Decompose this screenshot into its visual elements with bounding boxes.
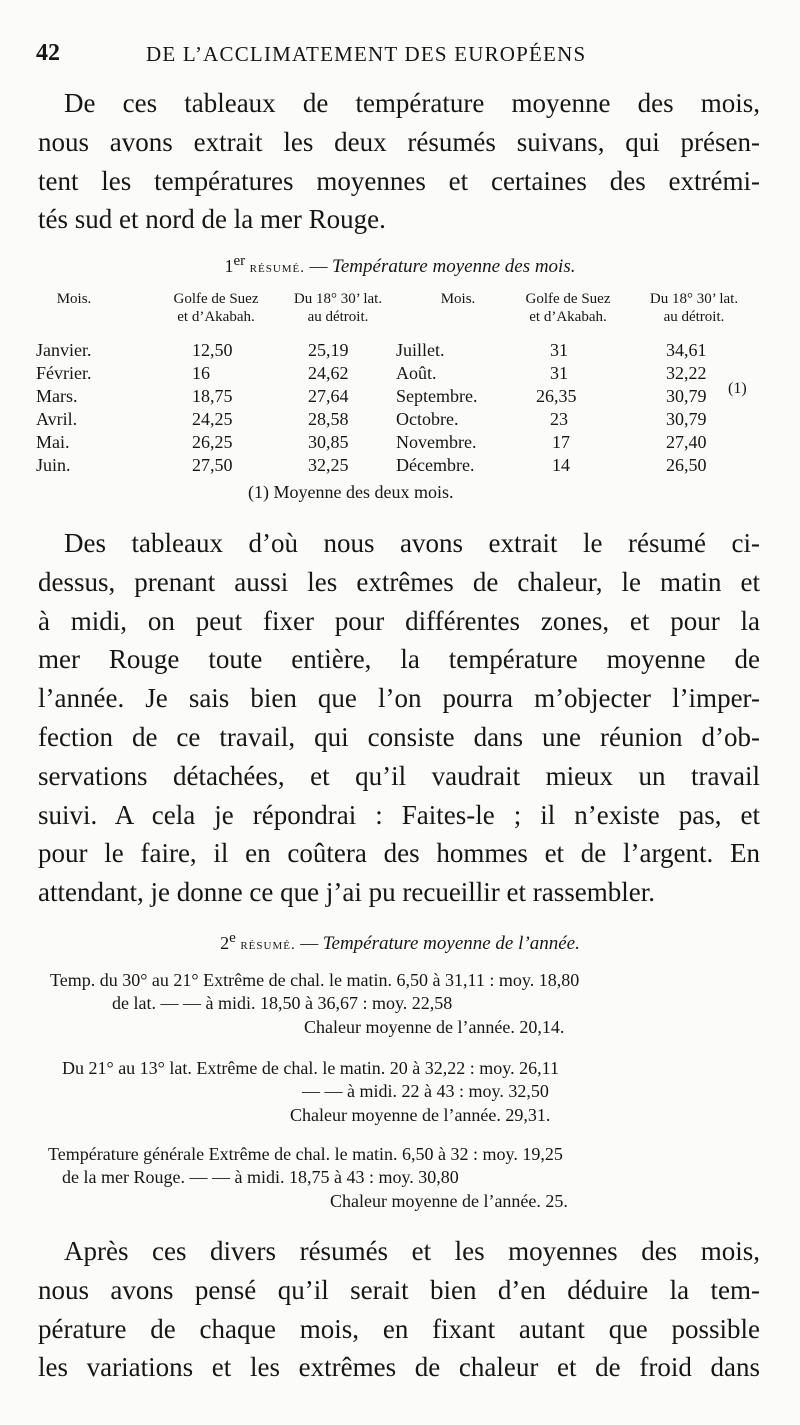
footnote: (1) Moyenne des deux mois. bbox=[248, 482, 454, 502]
table-line: Température générale Extrême de chal. le matin. 6,50 à 32 : moy. 19,25 bbox=[48, 1144, 563, 1164]
page-number: 42 bbox=[36, 40, 60, 66]
text-line: suivi. A cela je répondrai : Faites-le ; il n’existe pas, et bbox=[38, 799, 760, 830]
paragraph-3 bbox=[38, 1232, 760, 1387]
footnote-mark: (1) bbox=[728, 380, 747, 397]
text-line: mer Rouge toute entière, la température moyenne de bbox=[38, 644, 760, 675]
text-line: Après ces divers résumés et les moyennes des mois, bbox=[64, 1236, 760, 1266]
text-line: les variations et les extrêmes de chaleur et de froid dans bbox=[38, 1352, 760, 1383]
table-row: Avril. 24,25 28,58 Octobre. 23 30,79 bbox=[36, 409, 707, 429]
text-line: nous avons pensé qu’il serait bien d’en déduire la tem- bbox=[38, 1274, 760, 1305]
table-line: Du 21° au 13° lat. Extrême de chal. le matin. 20 à 32,22 : moy. 26,11 bbox=[62, 1058, 559, 1078]
table-row: Février. 16 24,62 Août. 31 32,22 bbox=[36, 363, 707, 383]
text-line: Des tableaux d’où nous avons extrait le résumé ci- bbox=[64, 528, 760, 558]
text-line: fection de ce travail, qui consiste dans une réunion d’ob- bbox=[38, 721, 760, 752]
table-row: Mars. 18,75 27,64 Septembre. 26,35 30,79 bbox=[36, 386, 707, 406]
text-line: pérature de chaque mois, en fixant autant que possible bbox=[38, 1313, 760, 1344]
paragraph-2 bbox=[38, 524, 760, 912]
table-line: Chaleur moyenne de l’année. 25. bbox=[330, 1191, 568, 1211]
table-line: Temp. du 30° au 21° Extrême de chal. le matin. 6,50 à 31,11 : moy. 18,80 bbox=[50, 970, 580, 990]
running-title: DE L’ACCLIMATEMENT DES EUROPÉENS bbox=[146, 42, 587, 66]
text-line: De ces tableaux de température moyenne des mois, bbox=[64, 88, 760, 118]
column-header: Mois. bbox=[56, 291, 92, 307]
resume-2-caption: 2e résumé. — Température moyenne de l’année. bbox=[220, 930, 580, 954]
column-header: Golfe de Suez et d’Akabah. bbox=[525, 291, 611, 325]
table-row: Janvier. 12,50 25,19 Juillet. 31 34,61 bbox=[36, 340, 707, 360]
table-line: — — à midi. 22 à 43 : moy. 32,50 bbox=[302, 1081, 549, 1101]
table-row: Mai. 26,25 30,85 Novembre. 17 27,40 bbox=[36, 432, 707, 452]
column-header: Mois. bbox=[440, 291, 476, 307]
column-header: Golfe de Suez et d’Akabah. bbox=[173, 291, 259, 325]
table-line: de lat. — — à midi. 18,50 à 36,67 : moy. 22,58 bbox=[112, 993, 453, 1013]
text-line: tés sud et nord de la mer Rouge. bbox=[38, 204, 386, 235]
table-line: de la mer Rouge. — — à midi. 18,75 à 43 : moy. 30,80 bbox=[62, 1167, 459, 1187]
text-line: pour le faire, il en coûtera des hommes et de l’argent. En bbox=[38, 838, 760, 869]
resume-1-caption: 1er résumé. — Température moyenne des mois. bbox=[224, 253, 576, 277]
text-line: servations détachées, et qu’il vaudrait mieux un travail bbox=[38, 760, 760, 791]
running-head bbox=[36, 40, 770, 70]
text-line: l’année. Je sais bien que l’on pourra m’objecter l’imper- bbox=[38, 683, 760, 714]
table-line: Chaleur moyenne de l’année. 29,31. bbox=[290, 1105, 551, 1125]
column-header: Du 18° 30’ lat. au détroit. bbox=[649, 291, 739, 325]
table-row: Juin. 27,50 32,25 Décembre. 14 26,50 bbox=[36, 455, 707, 475]
text-line: dessus, prenant aussi les extrêmes de chaleur, le matin et bbox=[38, 566, 760, 597]
text-line: tent les températures moyennes et certaines des extrémi- bbox=[38, 165, 760, 196]
text-line: à midi, on peut fixer pour différentes zones, et pour la bbox=[38, 605, 760, 636]
text-line: nous avons extrait les deux résumés suivans, qui présen- bbox=[38, 126, 760, 157]
column-header: Du 18° 30’ lat. au détroit. bbox=[293, 291, 383, 325]
table-line: Chaleur moyenne de l’année. 20,14. bbox=[304, 1017, 565, 1037]
text-line: attendant, je donne ce que j’ai pu recueillir et rassembler. bbox=[38, 877, 655, 908]
paragraph-1 bbox=[38, 84, 760, 239]
